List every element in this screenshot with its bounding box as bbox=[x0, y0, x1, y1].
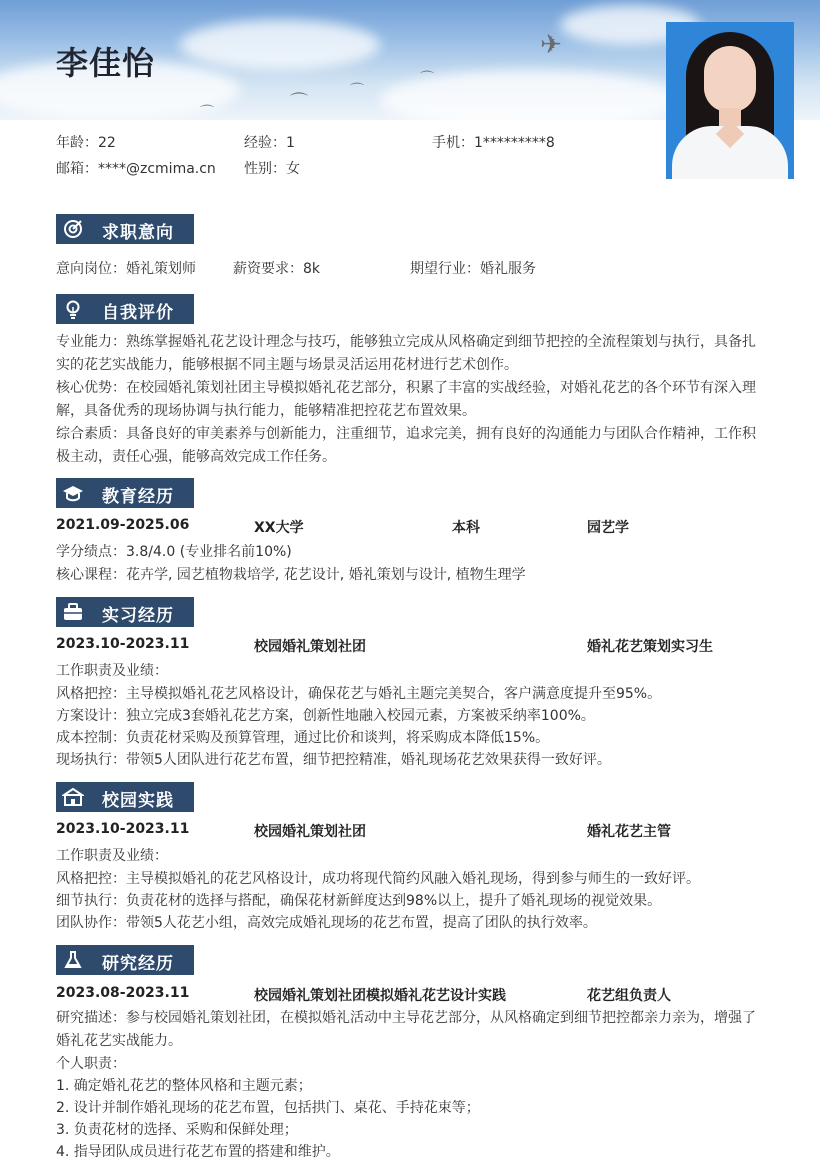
research-date: 2023.08-2023.11 bbox=[56, 985, 190, 1001]
gender-field: 性别：女 bbox=[244, 161, 300, 177]
campus-role: 婚礼花艺主管 bbox=[587, 824, 671, 840]
section-title: 校园实践 bbox=[102, 791, 174, 811]
research-duty-item: 4. 指导团队成员进行花艺布置的搭建和维护。 bbox=[56, 1144, 340, 1160]
section-title: 求职意向 bbox=[102, 223, 174, 243]
campus-org: 校园婚礼策划社团 bbox=[254, 824, 366, 840]
campus-duty-item: 风格把控：主导模拟婚礼的花艺风格设计，成功将现代简约风融入婚礼现场，得到参与师生的一致好评。 bbox=[56, 871, 700, 887]
bird-icon: ⌒ bbox=[350, 83, 364, 99]
edu-date: 2021.09-2025.06 bbox=[56, 517, 190, 533]
experience-field: 经验：1 bbox=[244, 135, 295, 151]
lightbulb-icon bbox=[62, 298, 84, 320]
intent-position: 意向岗位：婚礼策划师 bbox=[56, 261, 196, 277]
candidate-name: 李佳怡 bbox=[56, 44, 156, 82]
section-title: 自我评价 bbox=[102, 303, 174, 323]
bird-icon: ⌒ bbox=[420, 71, 434, 87]
campus-duty-heading: 工作职责及业绩： bbox=[56, 848, 168, 864]
section-title: 教育经历 bbox=[102, 487, 174, 507]
bird-icon: ✈ bbox=[540, 30, 562, 60]
section-header-intent bbox=[56, 214, 194, 244]
age-field: 年龄：22 bbox=[56, 135, 116, 151]
self-eval-quality: 综合素质：具备良好的审美素养与创新能力，注重细节，追求完美，拥有良好的沟通能力与团队合作精神，工作积极主动，责任心强，能够高效完成工作任务。 bbox=[56, 426, 756, 465]
intern-duty-item: 方案设计：独立完成3套婚礼花艺方案，创新性地融入校园元素，方案被采纳率100%。 bbox=[56, 708, 595, 724]
edu-courses: 核心课程：花卉学, 园艺植物栽培学, 花艺设计, 婚礼策划与设计, 植物生理学 bbox=[56, 567, 526, 583]
flask-icon bbox=[62, 949, 84, 971]
email-field: 邮箱：****@zcmima.cn bbox=[56, 161, 216, 177]
campus-duty-item: 细节执行：负责花材的选择与搭配，确保花材新鲜度达到98%以上，提升了婚礼现场的视觉效果。 bbox=[56, 893, 662, 909]
phone-field: 手机：1*********8 bbox=[432, 135, 555, 151]
edu-degree: 本科 bbox=[452, 520, 480, 536]
edu-school: XX大学 bbox=[254, 520, 304, 536]
intern-role: 婚礼花艺策划实习生 bbox=[587, 639, 713, 655]
research-role: 花艺组负责人 bbox=[587, 988, 671, 1004]
research-duty-item: 2. 设计并制作婚礼现场的花艺布置，包括拱门、桌花、手持花束等； bbox=[56, 1100, 480, 1116]
target-icon bbox=[62, 218, 84, 240]
campus-date: 2023.10-2023.11 bbox=[56, 821, 190, 837]
section-header-self bbox=[56, 294, 194, 324]
graduation-cap-icon bbox=[62, 482, 84, 504]
edu-major: 园艺学 bbox=[587, 520, 629, 536]
research-duty-item: 1. 确定婚礼花艺的整体风格和主题元素； bbox=[56, 1078, 312, 1094]
research-project: 校园婚礼策划社团模拟婚礼花艺设计实践 bbox=[254, 988, 506, 1004]
school-building-icon bbox=[62, 786, 84, 808]
intern-duty-heading: 工作职责及业绩： bbox=[56, 663, 168, 679]
research-duty-heading: 个人职责： bbox=[56, 1056, 126, 1072]
edu-gpa: 学分绩点：3.8/4.0 (专业排名前10%) bbox=[56, 544, 292, 560]
bird-icon: ⌒ bbox=[200, 105, 214, 120]
research-duty-item: 3. 负责花材的选择、采购和保鲜处理； bbox=[56, 1122, 298, 1138]
section-header-education bbox=[56, 478, 194, 508]
profile-photo bbox=[666, 22, 794, 179]
intent-industry: 期望行业：婚礼服务 bbox=[410, 261, 536, 277]
intern-duty-item: 风格把控：主导模拟婚礼花艺风格设计，确保花艺与婚礼主题完美契合，客户满意度提升至95%。 bbox=[56, 686, 662, 702]
section-title: 研究经历 bbox=[102, 954, 174, 974]
section-header-campus bbox=[56, 782, 194, 812]
section-title: 实习经历 bbox=[102, 606, 174, 626]
bird-icon: ⌒ bbox=[290, 92, 308, 113]
research-description: 研究描述：参与校园婚礼策划社团，在模拟婚礼活动中主导花艺部分，从风格确定到细节把控都亲力亲为，增强了婚礼花艺实战能力。 bbox=[56, 1010, 756, 1049]
section-header-research bbox=[56, 945, 194, 975]
intern-duty-item: 现场执行：带领5人团队进行花艺布置，细节把控精准，婚礼现场花艺效果获得一致好评。 bbox=[56, 752, 611, 768]
section-header-internship bbox=[56, 597, 194, 627]
self-eval-professional: 专业能力：熟练掌握婚礼花艺设计理念与技巧，能够独立完成从风格确定到细节把控的全流程策划与执行，具备扎实的花艺实战能力，能够根据不同主题与场景灵活运用花材进行艺术创作。 bbox=[56, 334, 756, 373]
self-eval-advantage: 核心优势：在校园婚礼策划社团主导模拟婚礼花艺部分，积累了丰富的实战经验，对婚礼花艺的各个环节有深入理解，具备优秀的现场协调与执行能力，能够精准把控花艺布置效果。 bbox=[56, 380, 756, 419]
intern-duty-item: 成本控制：负责花材采购及预算管理，通过比价和谈判，将采购成本降低15%。 bbox=[56, 730, 550, 746]
intern-date: 2023.10-2023.11 bbox=[56, 636, 190, 652]
briefcase-icon bbox=[62, 601, 84, 623]
intern-org: 校园婚礼策划社团 bbox=[254, 639, 366, 655]
campus-duty-item: 团队协作：带领5人花艺小组，高效完成婚礼现场的花艺布置，提高了团队的执行效率。 bbox=[56, 915, 597, 931]
intent-salary: 薪资要求：8k bbox=[233, 261, 321, 277]
